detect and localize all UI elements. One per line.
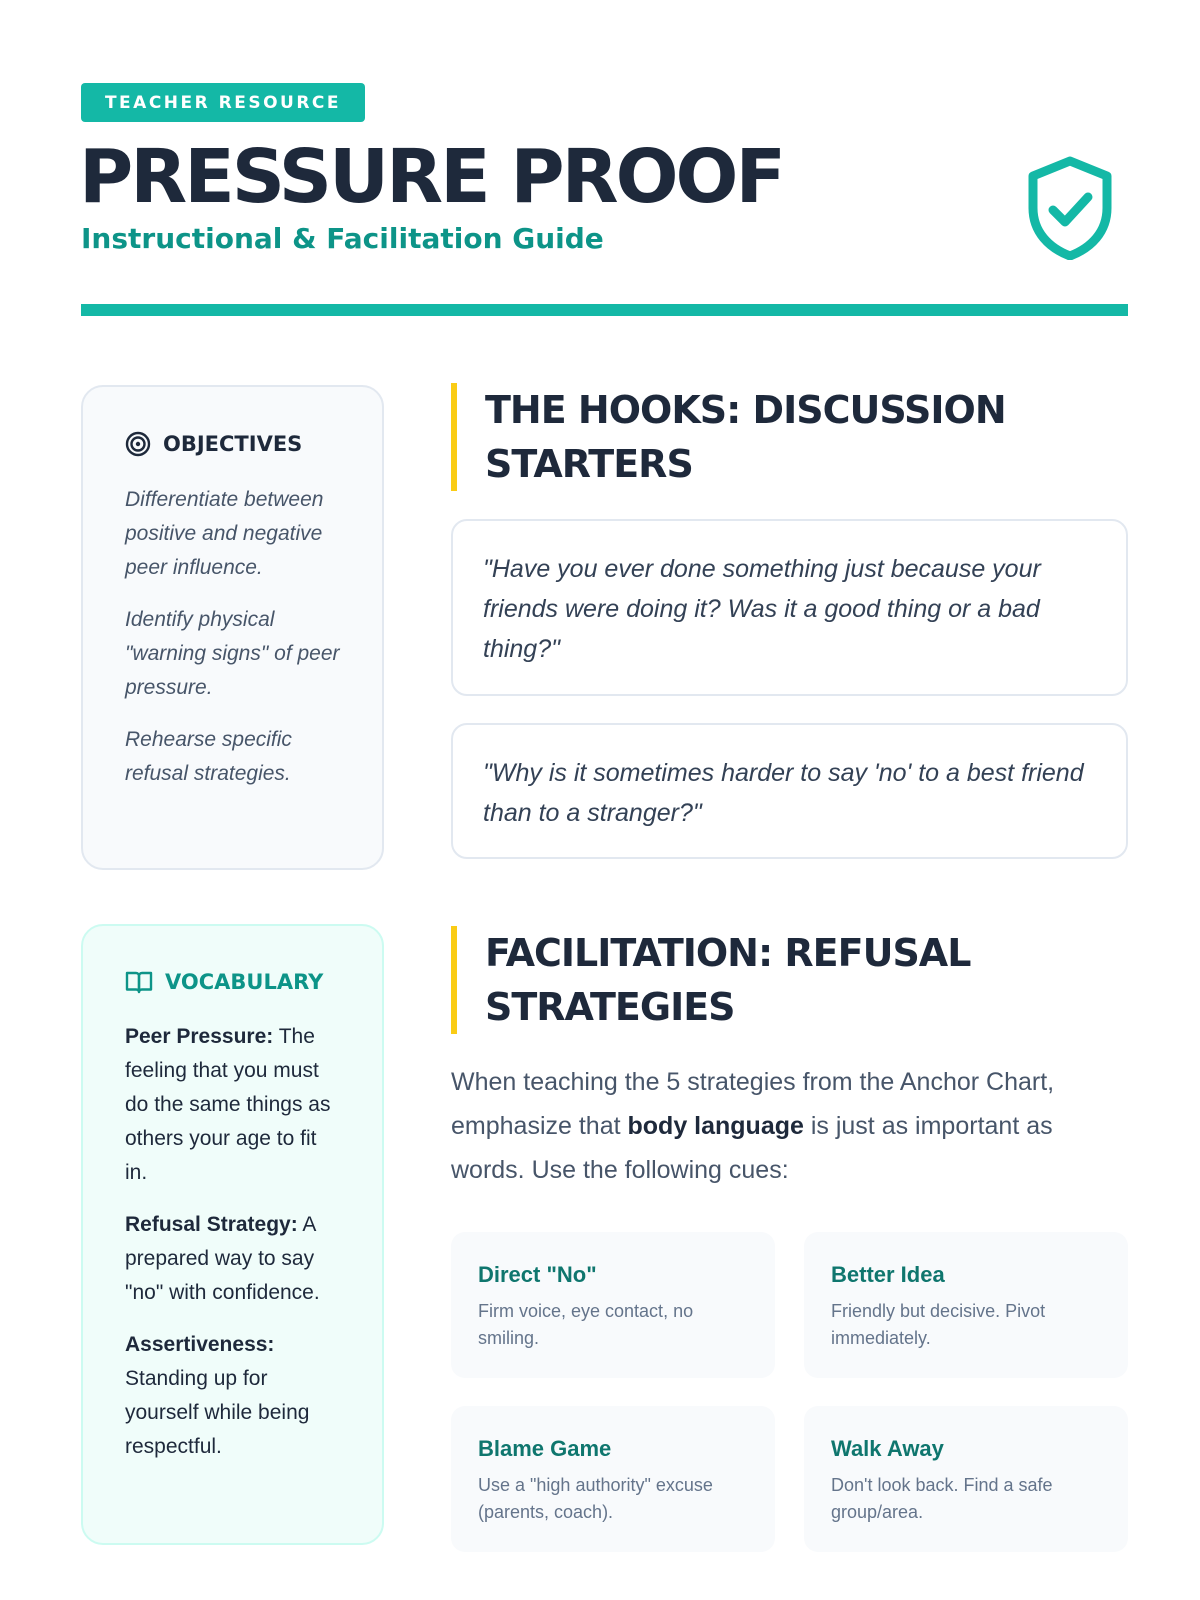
cue-description: Friendly but decisive. Pivot immediately. (831, 1301, 1046, 1348)
page-subtitle: Instructional & Facilitation Guide (81, 222, 604, 255)
vocab-definition: The feeling that you must do the same things as others your age to fit in. (125, 1025, 331, 1184)
intro-text: is just as important as words. Use the following cues: (451, 1112, 1053, 1184)
vocab-term: Refusal Strategy: (125, 1213, 298, 1236)
page-title: PRESSURE PROOF (79, 134, 783, 220)
cue-description: Don't look back. Find a safe group/area. (831, 1475, 1053, 1522)
objectives-header (125, 431, 342, 457)
vocabulary-card (81, 924, 384, 1545)
vocab-term: Assertiveness: (125, 1333, 275, 1356)
cue-card (804, 1232, 1128, 1378)
vocabulary-label: VOCABULARY (165, 970, 324, 994)
cue-card (804, 1406, 1128, 1552)
header-divider (81, 304, 1128, 316)
vocab-entry (125, 1020, 342, 1190)
objectives-card (81, 385, 384, 870)
objective-item: Differentiate between positive and negative peer influence. (125, 488, 324, 579)
objectives-label: OBJECTIVES (163, 432, 303, 456)
facilitation-intro (451, 1060, 1128, 1192)
discussion-quote: "Why is it sometimes harder to say 'no' to a best friend than to a stranger?" (451, 723, 1128, 859)
book-icon (125, 970, 153, 994)
vocab-entry (125, 1328, 342, 1464)
discussion-quote: "Have you ever done something just because your friends were doing it? Was it a good thing or a bad thing?" (451, 519, 1128, 696)
cue-title: Better Idea (831, 1262, 945, 1287)
target-icon (125, 431, 151, 457)
cue-card (451, 1406, 775, 1552)
hooks-heading: THE HOOKS: DISCUSSION STARTERS (451, 383, 1128, 491)
vocabulary-header (125, 970, 342, 994)
facilitation-heading: FACILITATION: REFUSAL STRATEGIES (451, 926, 1128, 1034)
cue-title: Blame Game (478, 1436, 612, 1461)
shield-check-icon (1025, 156, 1115, 260)
teacher-resource-badge: TEACHER RESOURCE (81, 83, 365, 122)
cue-title: Walk Away (831, 1436, 944, 1461)
cue-card (451, 1232, 775, 1378)
cue-description: Use a "high authority" excuse (parents, coach). (478, 1475, 713, 1522)
vocab-term: Peer Pressure: (125, 1025, 274, 1048)
objective-item: Rehearse specific refusal strategies. (125, 728, 292, 785)
cue-title: Direct "No" (478, 1262, 597, 1287)
vocab-definition: Standing up for yourself while being respectful. (125, 1367, 310, 1458)
intro-emphasis: body language (627, 1112, 804, 1140)
objective-item: Identify physical "warning signs" of peer pressure. (125, 608, 340, 699)
cue-description: Firm voice, eye contact, no smiling. (478, 1301, 694, 1348)
intro-text: When teaching the 5 strategies from the Anchor Chart, emphasize that (451, 1068, 1055, 1140)
vocab-definition: A prepared way to say "no" with confidence. (125, 1213, 320, 1304)
vocab-entry (125, 1208, 342, 1310)
